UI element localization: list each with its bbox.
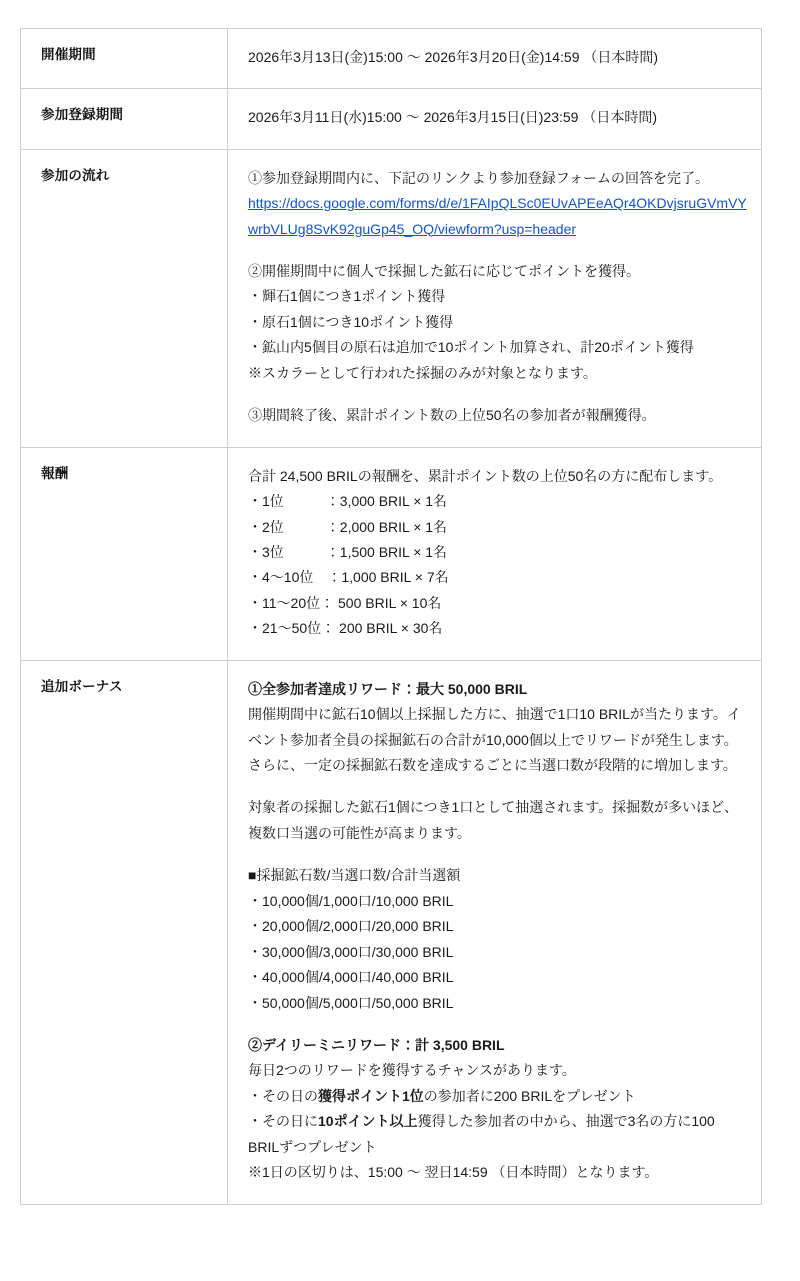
text-line: 2026年3月13日(金)15:00 ～ 2026年3月20日(金)14:59 （日本時間) — [248, 49, 659, 65]
text-line: ①参加登録期間内に、下記のリンクより参加登録フォームの回答を完了。 — [248, 169, 710, 186]
text-line: 2026年3月11日(水)15:00 ～ 2026年3月15日(日)23:59 （日本時間) — [248, 109, 658, 126]
text-line: ・鉱山内5個目の原石は追加で10ポイント加算され、計20ポイント獲得 — [248, 339, 694, 356]
text-line: ・10,000個/1,000口/10,000 BRIL — [248, 892, 454, 909]
row-label: 参加登録期間 — [21, 89, 228, 149]
row-content — [228, 660, 762, 1204]
row-label: 報酬 — [21, 447, 228, 660]
plain-text: ・その日に — [248, 1113, 318, 1130]
text-line: ・4〜10位 ：1,000 BRIL × 7名 — [248, 569, 449, 586]
text-line — [248, 1084, 747, 1109]
paragraph-spacer — [248, 386, 747, 403]
text-line: ・輝石1個につき1ポイント獲得 — [248, 288, 446, 305]
registration-form-link[interactable]: https://docs.google.com/forms/d/e/1FAIpQLSc0EUvAPEeAQr4OKDvjsruGVmVYwrbVLUg8SvK92guGp45_OQ/viewform?usp=header — [248, 195, 747, 237]
plain-text: の参加者に200 BRILをプレゼント — [423, 1087, 636, 1104]
row-content — [228, 89, 762, 149]
table-row — [21, 447, 762, 660]
table-body — [21, 29, 762, 1205]
text-line: ②開催期間中に個人で採掘した鉱石に応じてポイントを獲得。 — [248, 262, 640, 279]
emphasis-text: 10ポイント以上 — [318, 1113, 418, 1130]
text-line: 毎日2つのリワードを獲得するチャンスがあります。 — [248, 1062, 576, 1079]
bonus-heading: ②デイリーミニリワード：計 3,500 BRIL — [248, 1037, 505, 1054]
text-line: 対象者の採掘した鉱石1個につき1口として抽選されます。採掘数が多いほど、複数口当選の可能性が高まります。 — [248, 799, 739, 841]
table-row — [21, 660, 762, 1204]
text-line: ・20,000個/2,000口/20,000 BRIL — [248, 918, 454, 935]
event-details-table — [20, 28, 762, 1205]
plain-text: ・その日の — [248, 1087, 318, 1104]
row-label: 追加ボーナス — [21, 660, 228, 1204]
table-row — [21, 149, 762, 447]
text-line: ・3位 ：1,500 BRIL × 1名 — [248, 544, 448, 560]
text-line: ・50,000個/5,000口/50,000 BRIL — [248, 994, 454, 1011]
row-content — [228, 29, 762, 89]
text-line: ■採掘鉱石数/当選口数/合計当選額 — [248, 867, 461, 884]
text-line — [248, 1109, 747, 1160]
paragraph-spacer — [248, 778, 747, 795]
text-line: ・21〜50位： 200 BRIL × 30名 — [248, 620, 443, 637]
text-line: ・原石1個につき10ポイント獲得 — [248, 313, 454, 330]
text-line: ・1位 ：3,000 BRIL × 1名 — [248, 493, 448, 510]
bonus-heading: ①全参加者達成リワード：最大 50,000 BRIL — [248, 680, 528, 697]
paragraph-spacer — [248, 242, 747, 259]
emphasis-text: 獲得ポイント1位 — [318, 1087, 424, 1104]
row-label: 開催期間 — [21, 29, 228, 89]
text-line: ・30,000個/3,000口/30,000 BRIL — [248, 943, 454, 960]
text-line: ・11〜20位： 500 BRIL × 10名 — [248, 594, 442, 611]
text-line: ・40,000個/4,000口/40,000 BRIL — [248, 969, 454, 986]
row-content — [228, 447, 762, 660]
text-line: ※スカラーとして行われた採掘のみが対象となります。 — [248, 364, 597, 381]
text-line: ・2位 ：2,000 BRIL × 1名 — [248, 518, 448, 535]
table-row — [21, 29, 762, 89]
row-label: 参加の流れ — [21, 149, 228, 447]
text-line: ③期間終了後、累計ポイント数の上位50名の参加者が報酬獲得。 — [248, 407, 656, 424]
plain-text: 獲得した参加者の中から、抽選で3名の方に100 BRILずつプレゼント — [248, 1113, 715, 1155]
text-line: 合計 24,500 BRILの報酬を、累計ポイント数の上位50名の方に配布します。 — [248, 467, 723, 484]
text-line: ※1日の区切りは、15:00 ～ 翌日14:59 （日本時間）となります。 — [248, 1164, 659, 1181]
paragraph-spacer — [248, 1016, 747, 1033]
row-content — [228, 149, 762, 447]
paragraph-spacer — [248, 846, 747, 863]
table-row — [21, 89, 762, 149]
text-line: 開催期間中に鉱石10個以上採掘した方に、抽選で1口10 BRILが当たります。イベント参加者全員の採掘鉱石の合計が10,000個以上でリワードが発生します。さらに、一定の採掘鉱石数を達成するごとに当選口数が段階的に増加します。 — [248, 706, 741, 773]
